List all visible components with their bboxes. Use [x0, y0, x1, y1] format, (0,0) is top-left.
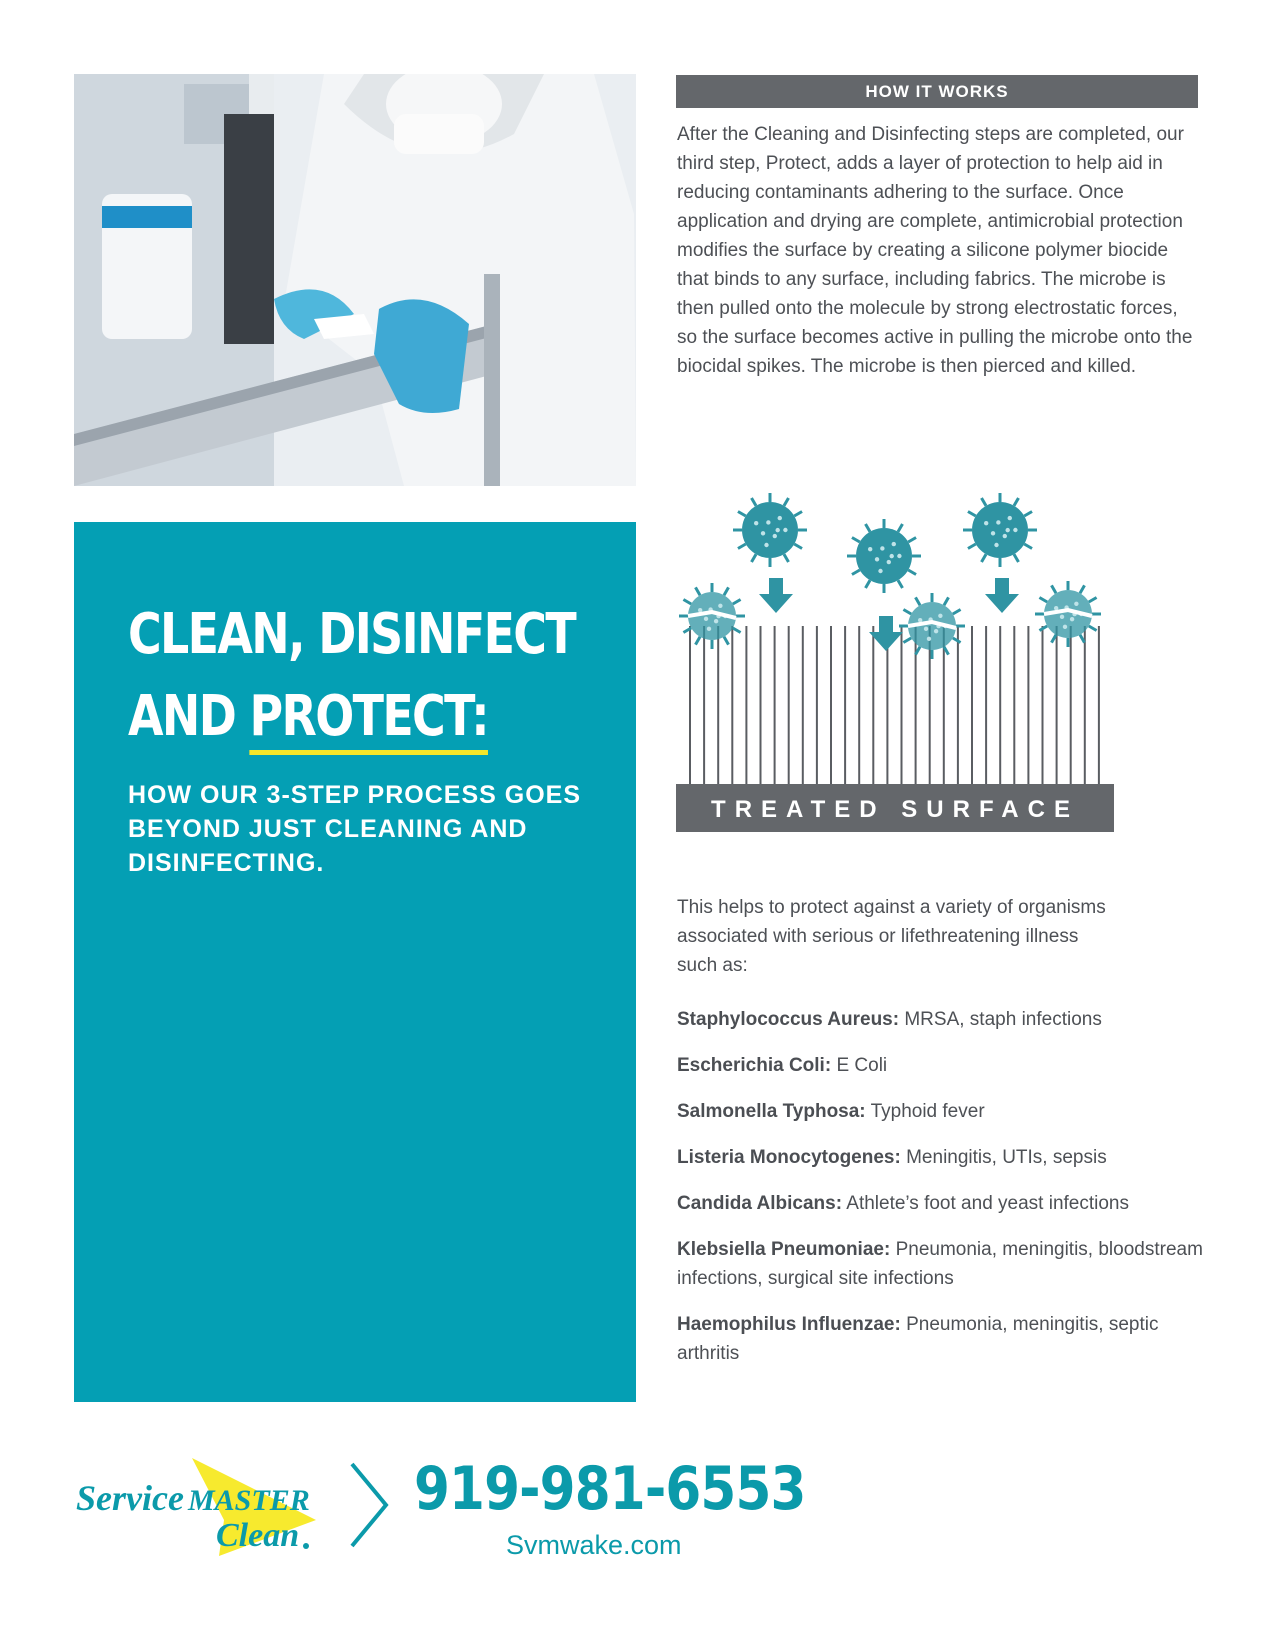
- organism-item: [677, 1189, 1217, 1218]
- organism-item: [677, 1005, 1217, 1034]
- microbe-icon: [733, 493, 807, 567]
- microbe-spikes-illustration: [676, 478, 1156, 880]
- headline-panel: [74, 522, 636, 1402]
- organism-name: Klebsiella Pneumoniae:: [677, 1239, 891, 1260]
- cleaning-worker-illustration: [74, 74, 636, 486]
- how-it-works-body: After the Cleaning and Disinfecting steps are completed, our third step, Protect, adds a layer of protection to help aid in reducing contaminants adhering to the surface. Once application and drying are complete, antimicrobial protection modifies the surface by creating a silicone polymer biocide that binds to any surface, including fabrics. The microbe is then pulled onto the molecule by strong electrostatic forces, so the surface becomes active in pulling the microbe onto the biocidal spikes. The microbe is then pierced and killed.: [677, 124, 1193, 377]
- organism-item: [677, 1097, 1217, 1126]
- down-arrow-icon: [759, 578, 793, 613]
- website-link[interactable]: Svmwake.com: [506, 1530, 682, 1560]
- treated-surface-diagram: [676, 478, 1156, 880]
- organism-list: [677, 1005, 1217, 1385]
- pierced-microbe-icon: [899, 593, 965, 659]
- logo-clean: Clean: [216, 1517, 300, 1554]
- microbe-icon: [847, 519, 921, 593]
- organism-effects: Pneumonia, meningitis, septic arthritis: [677, 1314, 1159, 1364]
- chevron-right-icon: [348, 1462, 390, 1548]
- organism-item: [677, 1051, 1217, 1080]
- organism-effects: MRSA, staph infections: [899, 1009, 1102, 1030]
- servicemaster-logo: [74, 1458, 324, 1558]
- organism-item: [677, 1310, 1217, 1368]
- organism-item: [677, 1143, 1217, 1172]
- hero-photo: [74, 74, 636, 486]
- organism-effects: Athlete’s foot and yeast infections: [842, 1193, 1129, 1214]
- down-arrow-icon: [985, 578, 1019, 613]
- organism-name: Candida Albicans:: [677, 1193, 843, 1214]
- logo-service: Service: [76, 1478, 184, 1518]
- organism-name: Staphylococcus Aureus:: [677, 1009, 900, 1030]
- protection-intro: This helps to protect against a variety of organisms associated with serious or lifethreatening illness such as:: [677, 897, 1106, 976]
- surface-label: TREATED SURFACE: [711, 796, 1079, 823]
- headline-line-2-prefix: AND: [128, 684, 250, 749]
- microbe-icon: [963, 493, 1037, 567]
- headline-underlined-word: PROTECT:: [250, 684, 489, 755]
- organism-effects: E Coli: [831, 1055, 888, 1076]
- organism-name: Salmonella Typhosa:: [677, 1101, 866, 1122]
- pierced-microbe-icon: [679, 583, 745, 649]
- logo-master: MASTER: [188, 1484, 310, 1517]
- pierced-microbe-icon: [1035, 581, 1101, 647]
- subheading: HOW OUR 3-STEP PROCESS GOES BEYOND JUST CLEANING AND DISINFECTING.: [128, 781, 582, 877]
- organism-effects: Meningitis, UTIs, sepsis: [900, 1147, 1107, 1168]
- phone-number[interactable]: 919-981-6553: [414, 1454, 806, 1524]
- organism-effects: Pneumonia, meningitis, bloodstream infections, surgical site infections: [677, 1239, 1203, 1289]
- main-headline: [128, 594, 576, 758]
- biocidal-spikes: [690, 626, 1099, 784]
- organism-name: Haemophilus Influenzae:: [677, 1314, 901, 1335]
- down-arrows: [759, 578, 1019, 651]
- organism-item: [677, 1235, 1217, 1293]
- headline-line-1: CLEAN, DISINFECT: [128, 602, 576, 667]
- organism-effects: Typhoid fever: [865, 1101, 985, 1122]
- organism-name: Escherichia Coli:: [677, 1055, 832, 1076]
- organism-name: Listeria Monocytogenes:: [677, 1147, 901, 1168]
- how-it-works-heading: HOW IT WORKS: [676, 75, 1198, 108]
